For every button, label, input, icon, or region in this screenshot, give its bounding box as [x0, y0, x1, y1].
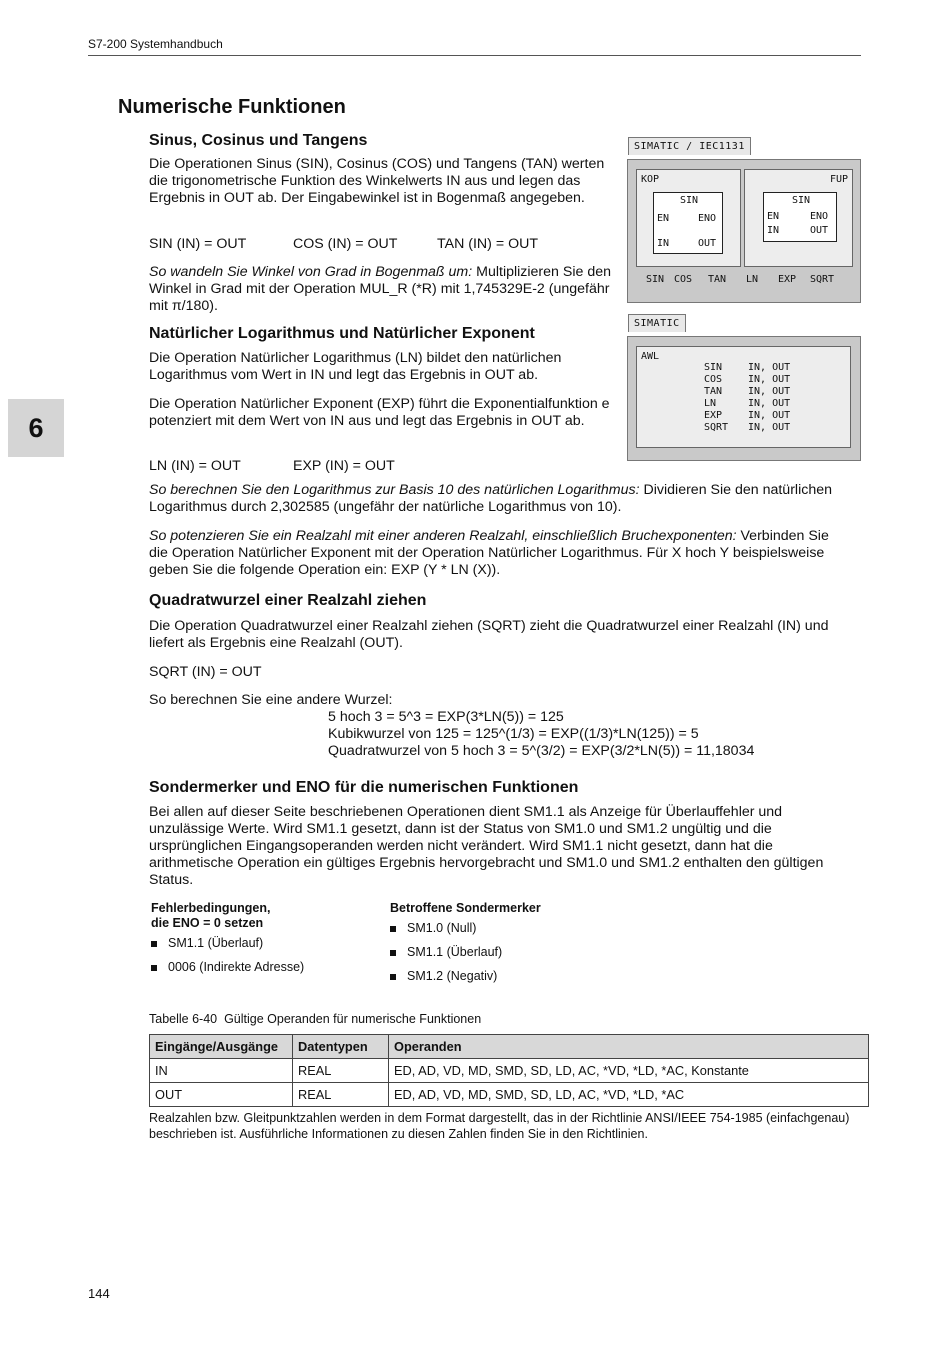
- table-cell: OUT: [150, 1083, 293, 1107]
- heading-sin-cos-tan: Sinus, Cosinus und Tangens: [149, 132, 368, 149]
- panel-kop-fup: [627, 159, 861, 303]
- error-conditions-heading: [151, 901, 270, 931]
- table-header: Operanden: [389, 1035, 869, 1059]
- box-title: SIN: [680, 195, 699, 206]
- equations-trig: [149, 236, 538, 253]
- example-1: 5 hoch 3 = 5^3 = EXP(3*LN(5)) = 125: [328, 709, 564, 725]
- table-header: Datentypen: [293, 1035, 389, 1059]
- equation-exp: EXP (IN) = OUT: [293, 458, 395, 474]
- awl-args: IN, OUT: [748, 362, 791, 373]
- table-cell: ED, AD, VD, MD, SMD, SD, LD, AC, *VD, *LD, *AC: [389, 1083, 869, 1107]
- paragraph-log10: [149, 482, 849, 516]
- fup-area: [744, 169, 853, 267]
- header-rule: [88, 55, 861, 56]
- awl-args: IN, OUT: [748, 422, 791, 433]
- hint-label: So berechnen Sie den Logarithmus zur Basis 10 des natürlichen Logarithmus:: [149, 482, 640, 498]
- equation-sin: SIN (IN) = OUT: [149, 236, 247, 252]
- equation-tan: TAN (IN) = OUT: [437, 236, 539, 252]
- awl-args: IN, OUT: [748, 374, 791, 385]
- heading-sqrt: Quadratwurzel einer Realzahl ziehen: [149, 592, 427, 609]
- box-out: OUT: [698, 238, 717, 249]
- paragraph-sqrt-body: Die Operation Quadratwurzel einer Realzahl ziehen (SQRT) zieht die Quadratwurzel einer Realzahl (IN) und liefert als Ergebnis eine Realzahl (OUT).: [149, 618, 829, 651]
- awl-op: COS: [704, 374, 723, 385]
- table-row: [150, 1083, 869, 1107]
- hint-text: Dividieren Sie den natürlichen Logarithmus durch 2,302585 (ungefähr der natürliche Logarithmus von 10).: [149, 482, 832, 515]
- page-title: Numerische Funktionen: [118, 96, 346, 118]
- table-note: Realzahlen bzw. Gleitpunktzahlen werden in dem Format dargestellt, das in der Richtlinie ANSI/IEEE 754-1985 (einfachgenau) beschrieben ist. Ausführliche Informationen zu diesen Zahlen finden Sie in den Richtlinien.: [149, 1111, 850, 1141]
- paragraph-ln-body: Die Operation Natürlicher Logarithmus (LN) bildet den natürlichen Logarithmus vom Wert in IN und legt das Ergebnis in OUT ab.: [149, 350, 562, 383]
- table-header-row: [150, 1035, 869, 1059]
- awl-label: AWL: [641, 351, 660, 362]
- tab-simatic-iec[interactable]: SIMATIC / IEC1131: [628, 137, 751, 155]
- func-sqrt: SQRT: [810, 274, 835, 285]
- paragraph-exp-body: Die Operation Natürlicher Exponent (EXP) führt die Exponentialfunktion e potenziert mit dem Wert von IN aus und legt das Ergebnis in OUT ab.: [149, 396, 610, 429]
- paragraph-other-root: So berechnen Sie eine andere Wurzel:: [149, 692, 393, 708]
- equation-sqrt: SQRT (IN) = OUT: [149, 664, 262, 680]
- awl-args: IN, OUT: [748, 386, 791, 397]
- page-number: 144: [88, 1286, 110, 1301]
- awl-args: IN, OUT: [748, 398, 791, 409]
- hint-text: Multiplizieren Sie den Winkel in Grad mit der Operation MUL_R (*R) mit 1,745329E-2 (ungefähr mit π/180).: [149, 264, 611, 314]
- equation-ln: LN (IN) = OUT: [149, 458, 241, 474]
- example-2: Kubikwurzel von 125 = 125^(1/3) = EXP((1/3)*LN(125)) = 5: [328, 726, 699, 742]
- paragraph-deg-to-rad: [149, 264, 611, 315]
- kop-label: KOP: [641, 174, 660, 185]
- heading-eno: Sondermerker und ENO für die numerischen Funktionen: [149, 779, 579, 796]
- func-sin: SIN: [646, 274, 665, 285]
- paragraph-sin-body: Die Operationen Sinus (SIN), Cosinus (COS) und Tangens (TAN) werten die trigonometrische Funktion des Winkelwerts IN aus und legen das Ergebnis in OUT ab. Der Eingabewinkel ist in Bogenmaß angegeben.: [149, 156, 605, 206]
- chapter-tab: 6: [8, 399, 64, 457]
- heading-ln-exp: Natürlicher Logarithmus und Natürlicher Exponent: [149, 325, 535, 342]
- table-caption-text: Gültige Operanden für numerische Funktionen: [224, 1012, 482, 1026]
- kop-function-box: [653, 192, 723, 254]
- paragraph-eno-body: Bei allen auf dieser Seite beschriebenen Operationen dient SM1.1 als Anzeige für Überlauffehler und unzulässige Werte. Wird SM1.1 gesetzt, dann ist der Status von SM1.0 und SM1.2 ungültig und die ursprünglichen Eingangsoperanden werden nicht verändert. Wird SM1.1 nicht gesetzt, dann hat die arithmetische Operation ein gültiges Ergebnis hervorgebracht und SM1.0 und SM1.2 enthalten den gültigen Status.: [149, 804, 824, 888]
- awl-op: SIN: [704, 362, 723, 373]
- kop-area: [636, 169, 741, 267]
- hint-text: Verbinden Sie die Operation Natürlicher Exponent mit der Operation Natürlicher Logarithmus. Für X hoch Y beispielsweise geben Sie die folgende Operation ein: EXP (Y * LN (X)).: [149, 528, 829, 578]
- error-heading-line1: Fehlerbedingungen,: [151, 901, 271, 915]
- error-item: 0006 (Indirekte Adresse): [151, 960, 304, 974]
- running-header: S7-200 Systemhandbuch: [88, 37, 223, 51]
- awl-op: TAN: [704, 386, 723, 397]
- func-ln: LN: [746, 274, 759, 285]
- table-cell: REAL: [293, 1083, 389, 1107]
- table-cell: IN: [150, 1059, 293, 1083]
- fup-function-box: [763, 192, 837, 242]
- func-tan: TAN: [708, 274, 727, 285]
- awl-op: EXP: [704, 410, 723, 421]
- table-cell: ED, AD, VD, MD, SMD, SD, LD, AC, *VD, *LD, *AC, Konstante: [389, 1059, 869, 1083]
- panel-awl: [627, 336, 861, 461]
- example-3: Quadratwurzel von 5 hoch 3 = 5^(3/2) = EXP(3/2*LN(5)) = 11,18034: [328, 743, 755, 759]
- box-out: OUT: [810, 225, 829, 236]
- table-caption-number: Tabelle 6-40: [149, 1012, 218, 1026]
- box-en: EN: [657, 213, 670, 224]
- fup-label: FUP: [829, 174, 848, 185]
- equation-cos: COS (IN) = OUT: [293, 236, 398, 252]
- table-row: [150, 1059, 869, 1083]
- box-in: IN: [657, 238, 670, 249]
- tab-simatic[interactable]: SIMATIC: [628, 314, 686, 332]
- box-title: SIN: [792, 195, 811, 206]
- box-eno: ENO: [810, 211, 829, 222]
- func-cos: COS: [674, 274, 693, 285]
- table-caption: [149, 1012, 481, 1026]
- operands-table: [149, 1034, 869, 1107]
- error-heading-line2: die ENO = 0 setzen: [151, 916, 264, 930]
- special-flag-item: SM1.1 (Überlauf): [390, 945, 502, 959]
- box-eno: ENO: [698, 213, 717, 224]
- awl-op: LN: [704, 398, 717, 409]
- paragraph-power: [149, 528, 849, 579]
- table-header: Eingänge/Ausgänge: [150, 1035, 293, 1059]
- hint-label: So wandeln Sie Winkel von Grad in Bogenmaß um:: [149, 264, 473, 280]
- special-flags-heading: Betroffene Sondermerker: [390, 901, 541, 915]
- special-flag-item: SM1.2 (Negativ): [390, 969, 497, 983]
- awl-op: SQRT: [704, 422, 729, 433]
- box-in: IN: [767, 225, 780, 236]
- hint-label: So potenzieren Sie ein Realzahl mit einer anderen Realzahl, einschließlich Bruchexponenten:: [149, 528, 737, 544]
- box-en: EN: [767, 211, 780, 222]
- awl-args: IN, OUT: [748, 410, 791, 421]
- func-exp: EXP: [778, 274, 797, 285]
- equations-ln-exp: [149, 458, 395, 475]
- error-item: SM1.1 (Überlauf): [151, 936, 263, 950]
- table-cell: REAL: [293, 1059, 389, 1083]
- special-flag-item: SM1.0 (Null): [390, 921, 476, 935]
- awl-area: [636, 346, 851, 448]
